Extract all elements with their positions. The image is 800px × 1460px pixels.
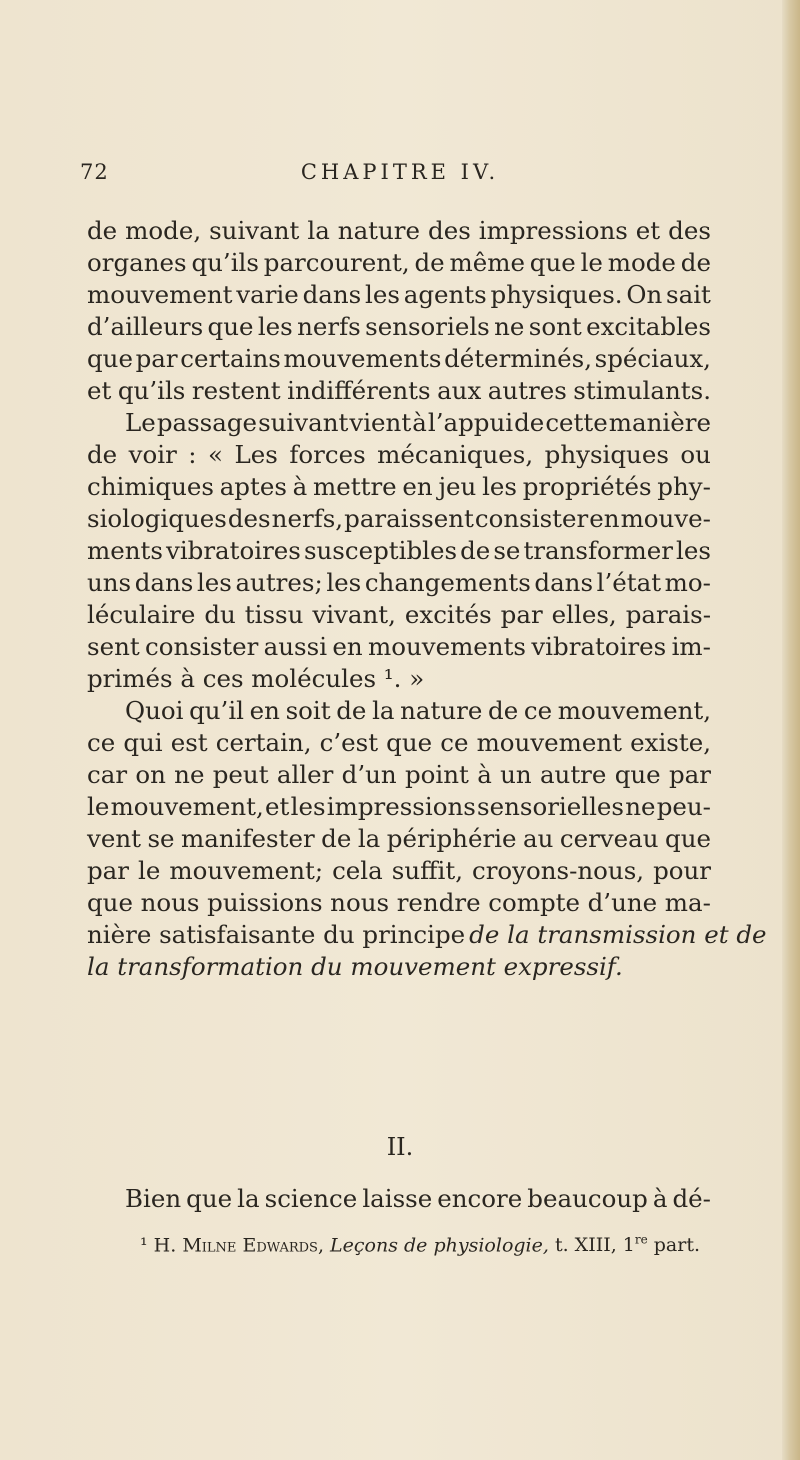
page-header — [80, 160, 720, 194]
text-line: et qu’ils restent indifférents aux autres stimulants. — [87, 376, 711, 405]
text-line: de mode, suivant la nature des impressions et des — [87, 216, 711, 245]
page-edge-shadow — [782, 0, 800, 1460]
text-line: de voir : « Les forces mécaniques, physiques ou — [87, 440, 711, 469]
section-heading: II. — [386, 1133, 414, 1161]
text-line: mouvement varie dans les agents physiques. On sait — [87, 280, 711, 309]
footnote-part: part. — [647, 1234, 701, 1257]
text-line: léculaire du tissu vivant, excités par elles, parais- — [87, 600, 711, 629]
page-number: 72 — [80, 160, 109, 184]
text-line: ments vibratoires susceptibles de se transformer les — [87, 536, 711, 565]
footnote-volume: t. XIII, 1 — [554, 1234, 635, 1257]
text-line: d’ailleurs que les nerfs sensoriels ne sont excitables — [87, 312, 711, 341]
text-line: que par certains mouvements déterminés, spéciaux, — [87, 344, 711, 373]
text-line: Quoi qu’il en soit de la nature de ce mouvement, — [125, 696, 711, 725]
text-line: que nous puissions nous rendre compte d’une ma- — [87, 888, 711, 917]
text-line: primés à ces molécules ¹. » — [87, 664, 425, 693]
text-line: Le passage suivant vient à l’appui de cette manière — [125, 408, 711, 437]
footnote-marker: ¹ — [140, 1234, 148, 1257]
text-line: ce qui est certain, c’est que ce mouvement existe, — [87, 728, 711, 757]
text-line: le mouvement, et les impressions sensorielles ne peu- — [87, 792, 711, 821]
section-first-line: Bien que la science laisse encore beaucoup à dé- — [125, 1184, 711, 1213]
text-line: vent se manifester de la périphérie au cerveau que — [87, 824, 711, 853]
italic-segment: de la transmission et de — [469, 920, 767, 949]
footnote-title: Leçons de physiologie, — [330, 1234, 549, 1257]
text-line: car on ne peut aller d’un point à un autre que par — [87, 760, 711, 789]
text-line: chimiques aptes à mettre en jeu les propriétés phy- — [87, 472, 711, 501]
text-line-italic: la transformation du mouvement expressif. — [87, 952, 623, 981]
text-segment: nière satisfaisante du principe — [87, 920, 466, 949]
footnote-author: H. Milne Edwards, — [153, 1234, 324, 1257]
text-line: organes qu’ils parcourent, de même que le mode de — [87, 248, 711, 277]
text-line-mixed — [87, 919, 767, 951]
text-line: sent consister aussi en mouvements vibratoires im- — [87, 632, 711, 661]
footnote-sup: re — [634, 1233, 648, 1247]
text-line: uns dans les autres; les changements dans l’état mo- — [87, 568, 711, 597]
footnote — [140, 1233, 740, 1256]
text-line: siologiques des nerfs, paraissent consister en mouve- — [87, 504, 711, 533]
text-line: par le mouvement; cela suffit, croyons-nous, pour — [87, 856, 711, 885]
footnote-details — [555, 1234, 700, 1256]
running-head: CHAPITRE IV. — [300, 160, 500, 184]
